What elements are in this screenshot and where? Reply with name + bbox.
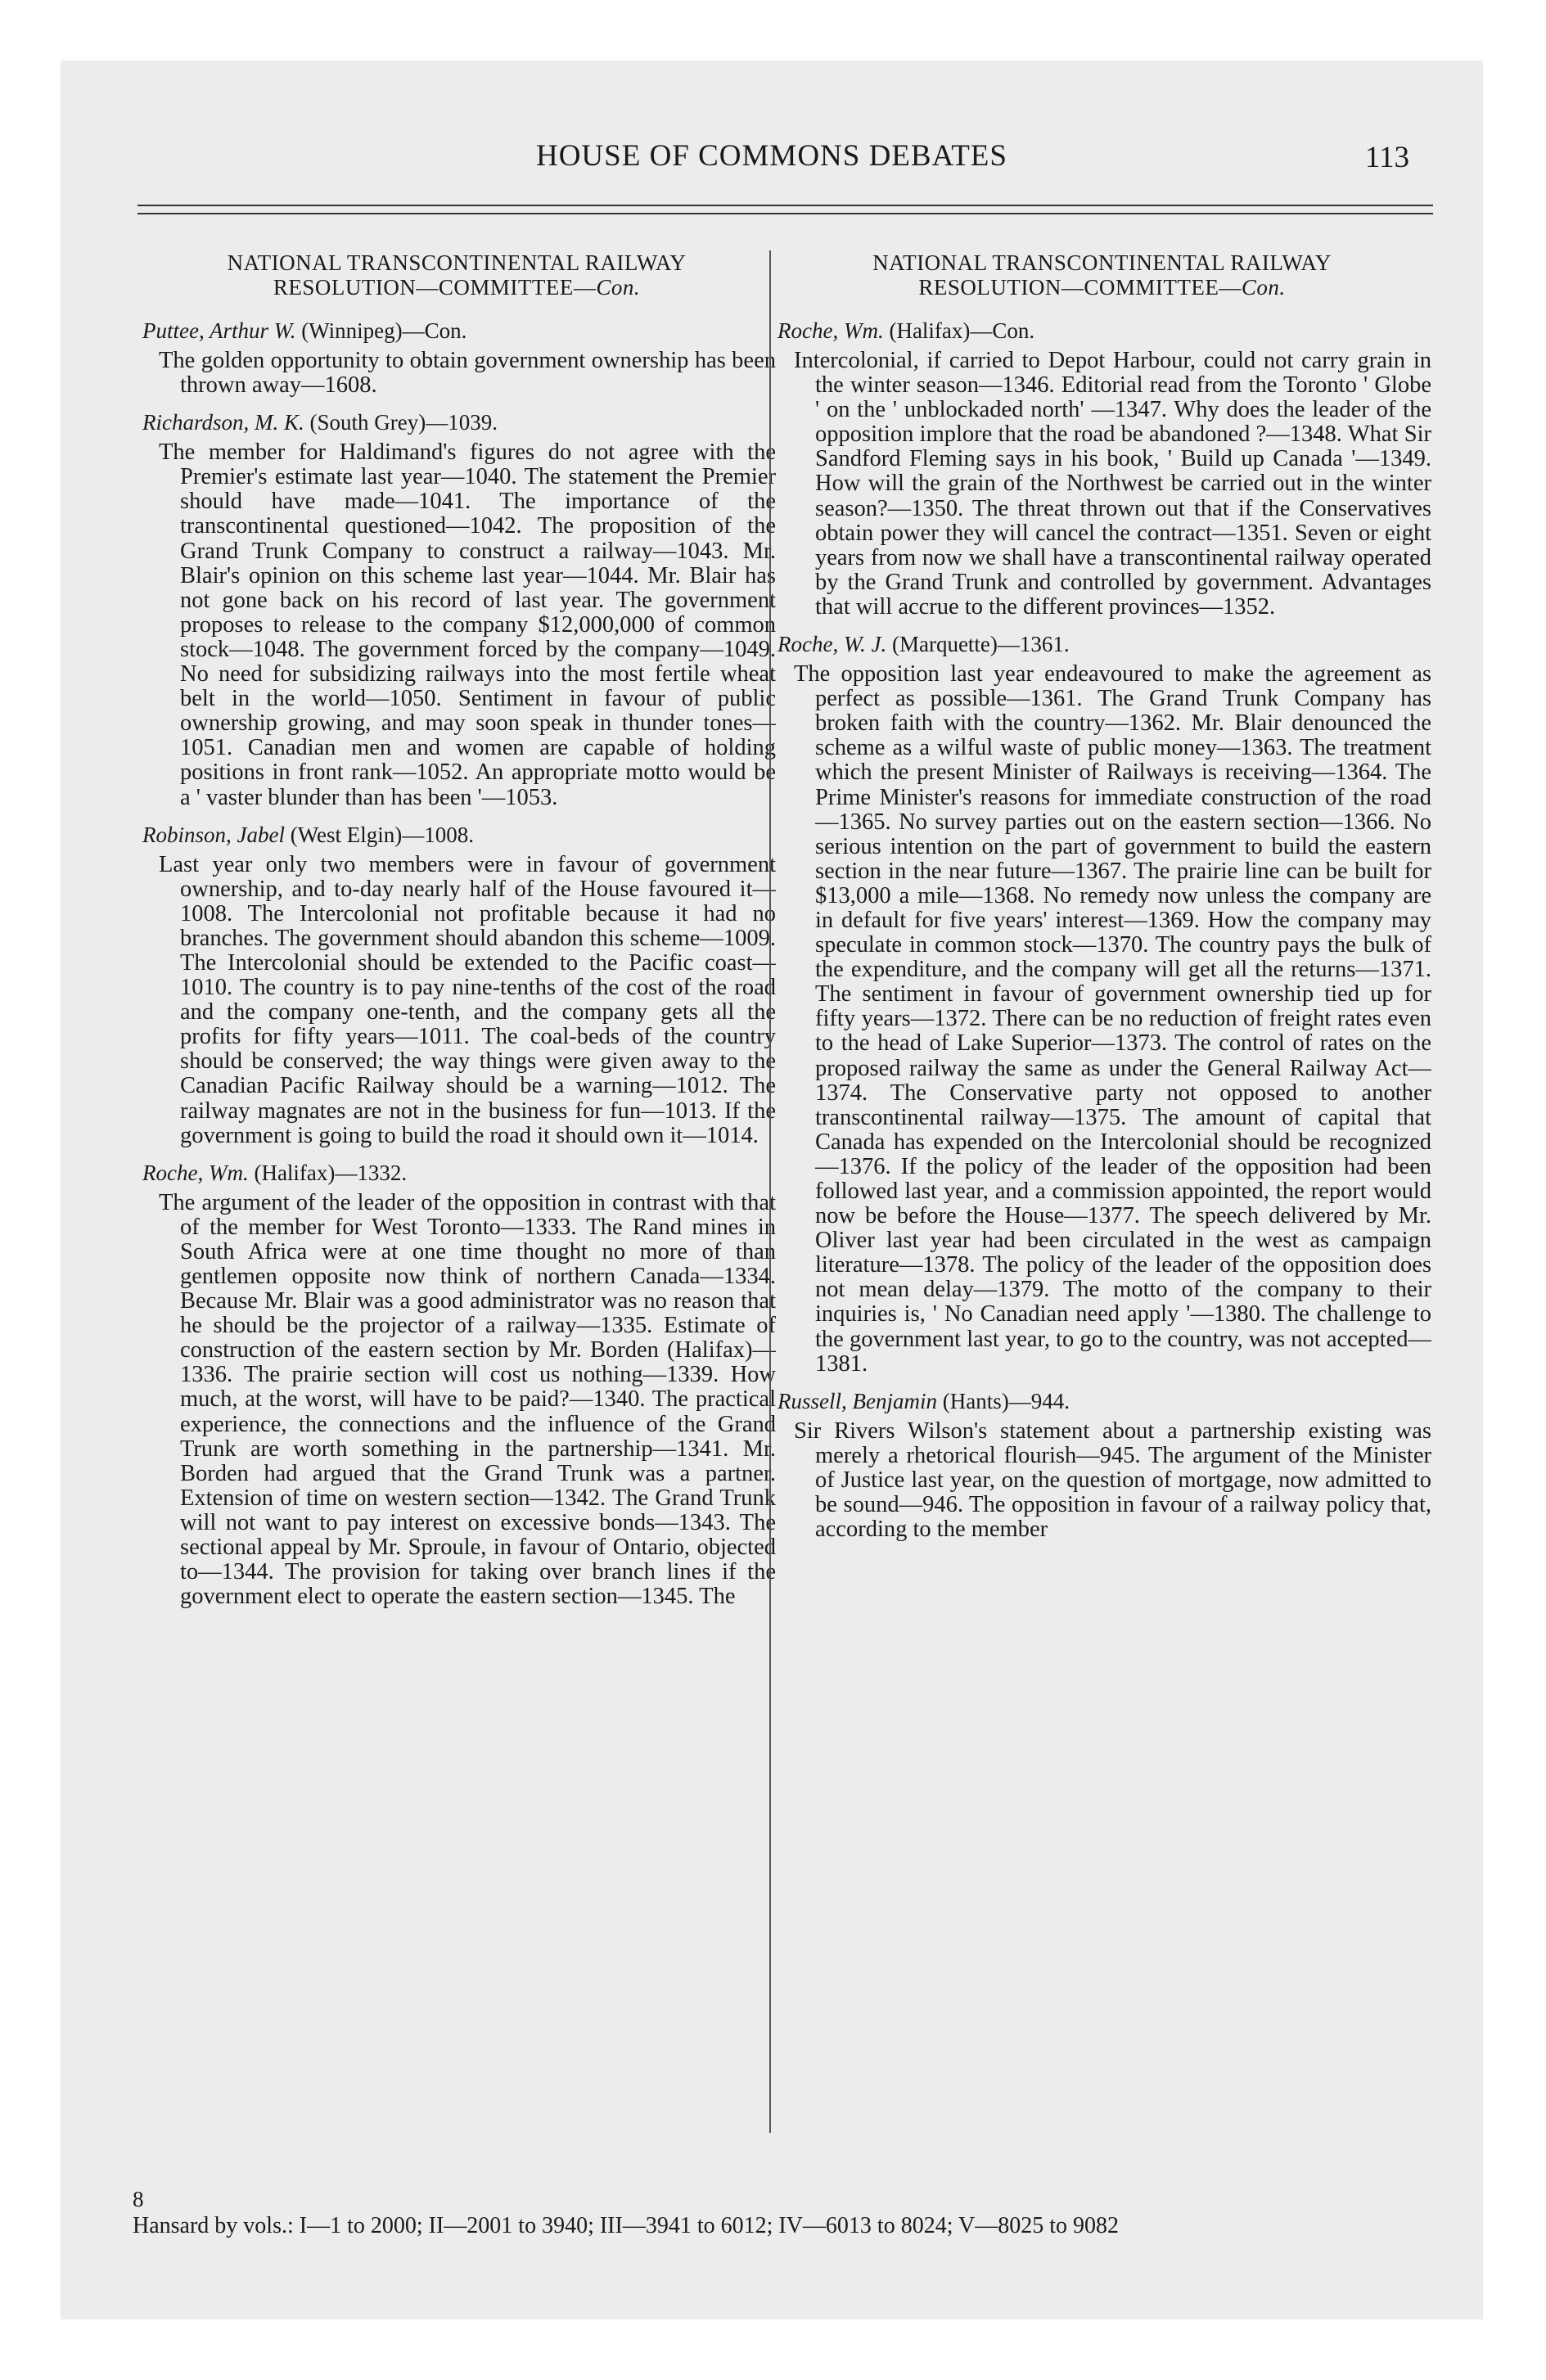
column-divider (769, 250, 771, 2133)
speaker-name: Roche, Wm. (142, 1160, 249, 1185)
left-column (137, 250, 776, 2149)
index-entry (137, 318, 776, 398)
speaker-detail: (Hants)—944. (942, 1388, 1070, 1413)
speaker-detail: (Halifax)—1332. (254, 1160, 408, 1185)
speaker-line (142, 1160, 776, 1186)
speaker-detail: (Halifax)—Con. (889, 318, 1035, 343)
speaker-name: Roche, W. J. (778, 632, 887, 657)
heading-cont: Con. (1241, 275, 1286, 300)
entry-text: Sir Rivers Wilson's statement about a partnership existing was merely a rhetorical flourish—945. The argument of the Minister of Justice last year, on the question of mortgage, now admitted to be sound—946. The opposition in favour of a railway policy that, according to the member (794, 1418, 1431, 1543)
entry-text: Last year only two members were in favour of government ownership, and to-day nearly half of the House favoured it—1008. The Intercolonial not profitable because it had no branches. The government should abandon this scheme—1009. The Intercolonial should be extended to the Pacific coast—1010. The country is to pay nine-tenths of the cost of the road and the company one-tenth, and the company gets all the profits for fifty years—1011. The coal-beds of the country should be conserved; the way things were given away to the Canadian Pacific Railway should be a warning—1012. The railway magnates are not in the business for fun—1013. If the government is going to build the road it should own it—1014. (159, 851, 776, 1148)
speaker-name: Puttee, Arthur W. (142, 318, 296, 343)
speaker-detail: (Winnipeg)—Con. (301, 318, 467, 343)
heading-line1: NATIONAL TRANSCONTINENTAL RAILWAY (872, 250, 1332, 275)
index-entry (773, 631, 1431, 1377)
heading-line2: RESOLUTION—COMMITTEE— (918, 275, 1242, 300)
page-title: HOUSE OF COMMONS DEBATES (535, 139, 1007, 173)
entry-text: The argument of the leader of the opposition in contrast with that of the member for West Toronto—1333. The Rand mines in South Africa were at one time thought no more of than gentlemen opposite now think of northern Canada—1334. Because Mr. Blair was a good administrator was no reason that he should be the projector of a railway—1335. Estimate of construction of the eastern section by Mr. Borden (Halifax)—1336. The prairie section will cost us nothing—1339. How much, at the worst, will have to be paid?—1340. The practical experience, the connections and the influence of the Grand Trunk are worth something in the partnership—1341. Mr. Borden had argued that the Grand Trunk was a partner. Extension of time on western section—1342. The Grand Trunk will not want to pay interest on excessive bonds—1343. The sectional appeal by Mr. Sproule, in favour of Ontario, objected to—1344. The provision for taking over branch lines if the government elect to operate the eastern section—1345. The (159, 1189, 776, 1610)
entry-text: The golden opportunity to obtain government ownership has been thrown away—1608. (159, 348, 776, 399)
left-column-heading (137, 250, 776, 300)
index-entry (773, 1388, 1431, 1542)
speaker-name: Russell, Benjamin (778, 1388, 937, 1413)
speaker-line (778, 1388, 1431, 1414)
speaker-detail: (Marquette)—1361. (891, 632, 1070, 657)
right-column-heading (773, 250, 1431, 300)
page-footer: Hansard by vols.: I—1 to 2000; II—2001 to 3940; III—3941 to 6012; IV—6013 to 8024; V—8025 to 9082 (133, 2213, 1119, 2238)
page-number: 113 (1364, 141, 1409, 174)
speaker-name: Roche, Wm. (778, 318, 884, 343)
speaker-line (142, 822, 776, 848)
header-rule-bottom (137, 213, 1433, 214)
index-entry (137, 1160, 776, 1610)
speaker-line (142, 318, 776, 344)
right-column (773, 250, 1431, 2149)
header-rule-top (137, 205, 1433, 206)
speaker-line (778, 631, 1431, 657)
sheet-signature-mark: 8 (133, 2187, 144, 2211)
speaker-name: Richardson, M. K. (142, 410, 304, 435)
speaker-name: Robinson, Jabel (142, 822, 285, 847)
entry-text: The member for Haldimand's figures do not agree with the Premier's estimate last year—1040. The statement the Premier should have made—1041. The importance of the transcontinental questioned—1042. The proposition of the Grand Trunk Company to construct a railway—1043. Mr. Blair's opinion on this scheme last year—1044. Mr. Blair has not gone back on his record of last year. The government proposes to release to the company $12,000,000 of common stock—1048. The government forced by the company—1049. No need for subsidizing railways into the most fertile wheat belt in the world—1050. Sentiment in favour of public ownership growing, and may soon speak in thunder tones—1051. Canadian men and women are capable of holding positions in front rank—1052. An appropriate motto would be a ' vaster blunder than has been '—1053. (159, 439, 776, 810)
index-entry (773, 318, 1431, 620)
speaker-detail: (South Grey)—1039. (309, 410, 498, 435)
heading-line2: RESOLUTION—COMMITTEE— (273, 275, 597, 300)
entry-text: The opposition last year endeavoured to make the agreement as perfect as possible—1361. The Grand Trunk Company has broken faith with the country—1362. Mr. Blair denounced the scheme as a wilful waste of public money—1363. The treatment which the present Minister of Railways is receiving—1364. The Prime Minister's reasons for immediate construction of the road—1365. No survey parties out on the eastern section—1366. No serious intention on the part of government to build the eastern section in the near future—1367. The prairie line can be built for $13,000 a mile—1368. No remedy now unless the company are in default for five years' interest—1369. How the company may speculate in common stock—1370. The country pays the bulk of the expenditure, and the company will get all the returns—1371. The sentiment in favour of government ownership tied up for fifty years—1372. There can be no reduction of freight rates even to the head of Lake Superior—1373. The control of rates on the proposed railway the same as under the General Railway Act—1374. The Conservative party not opposed to another transcontinental railway—1375. The amount of capital that Canada has expended on the Intercolonial should be recognized—1376. If the policy of the leader of the opposition had been followed last year, and a commission appointed, the report would now be before the House—1377. The speech delivered by Mr. Oliver last year had been circulated in the west as campaign literature—1378. The policy of the leader of the opposition does not mean delay—1379. The motto of the company to their inquiries is, ' No Canadian need apply '—1380. The challenge to the government last year, to go to the country, was not accepted—1381. (794, 661, 1431, 1377)
page (61, 61, 1483, 2319)
speaker-line (778, 318, 1431, 344)
speaker-detail: (West Elgin)—1008. (290, 822, 475, 847)
heading-line1: NATIONAL TRANSCONTINENTAL RAILWAY (227, 250, 687, 275)
speaker-line (142, 409, 776, 435)
index-entry (137, 822, 776, 1148)
heading-cont: Con. (596, 275, 641, 300)
page-header (61, 138, 1483, 179)
entry-text: Intercolonial, if carried to Depot Harbour, could not carry grain in the winter season—1346. Editorial read from the Toronto ' Globe ' on the ' unblockaded north' —1347. Why does the leader of the opposition implore that the road be abandoned ?—1348. What Sir Sandford Fleming says in his book, ' Build up Canada '—1349. How will the grain of the Northwest be carried out in the winter season?—1350. The threat thrown out that if the Conservatives obtain power they will cancel the contract—1351. Seven or eight years from now we shall have a transcontinental railway operated by the Grand Trunk and controlled by government. Advantages that will accrue to the different provinces—1352. (794, 348, 1431, 620)
index-entry (137, 409, 776, 809)
